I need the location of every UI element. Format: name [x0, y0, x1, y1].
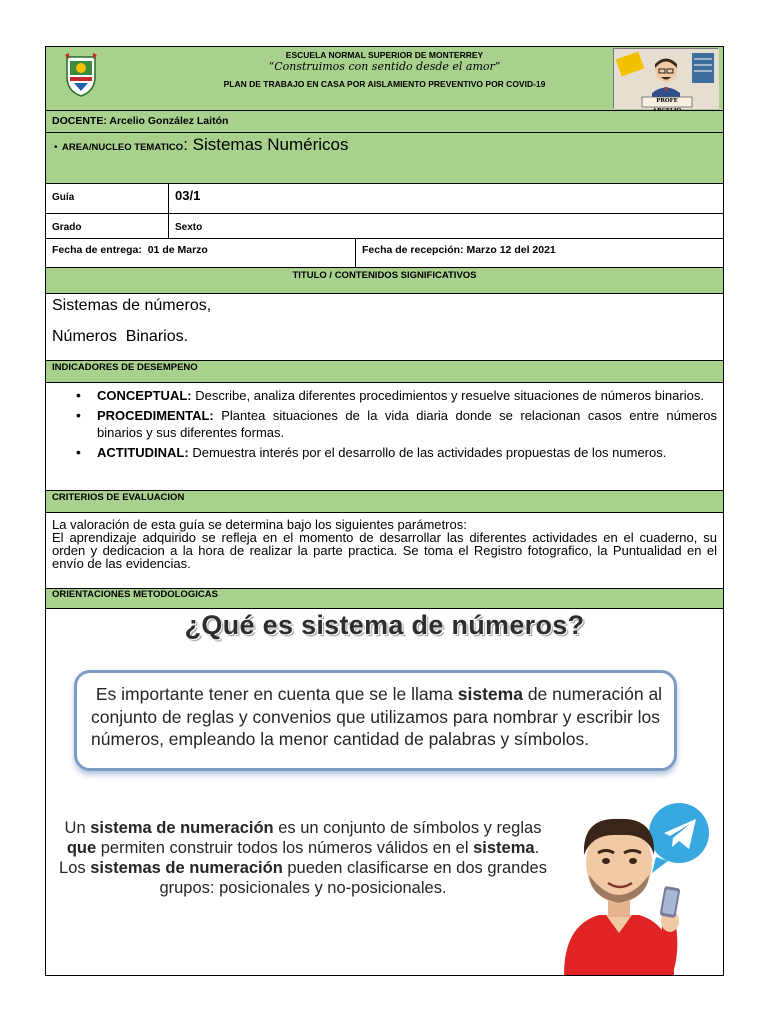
numeration-text-segment: que: [66, 839, 97, 857]
criteria-content-row: [46, 513, 723, 589]
document-header: [46, 47, 723, 111]
guide-value-cell: [168, 184, 723, 213]
school-name: ESCUELA NORMAL SUPERIOR DE MONTERREY: [285, 50, 484, 60]
numeration-text-segment: permiten construir todos los números válidos en el: [96, 839, 474, 857]
dates-row: [46, 239, 723, 268]
orientation-heading-row: [46, 589, 723, 609]
teacher-label: DOCENTE:: [52, 115, 107, 127]
indicators-content-row: [46, 383, 723, 491]
grade-label: Grado: [52, 222, 82, 233]
area-value: Sistemas Numéricos: [192, 135, 349, 154]
title-line-2: Números Binarios.: [52, 328, 189, 345]
school-motto: “Construimos con sentido desde el amor”: [268, 60, 501, 73]
grade-value-cell: [168, 214, 723, 238]
teacher-badge: PROFE: [656, 98, 678, 104]
criteria-line-1: La valoración de esta guía se determina bajo los siguientes parámetros:: [52, 517, 467, 532]
indicators-heading: INDICADORES DE DESEMPENO: [52, 362, 198, 373]
orientation-heading: ORIENTACIONES METODOLOGICAS: [52, 589, 218, 600]
criteria-line-2: El aprendizaje adquirido se refleja en el momento de desarrollar las diferentes actividades en el cuaderno, su orden y dedicacion a la hora de realizar la parte practica. Se toma el Registro fotografico, la Puntualidad en el envío de las evidencias.: [52, 530, 717, 571]
guide-row: [46, 184, 723, 214]
criteria-heading: CRITERIOS DE EVALUACION: [52, 492, 185, 503]
work-plan-document: [45, 46, 724, 976]
teacher-name: Arcelio González Laitón: [109, 115, 229, 127]
indicator-item: • CONCEPTUAL: Describe, analiza diferentes procedimientos y resuelve situaciones de números binarios.: [76, 387, 717, 404]
numeration-text-segment: es un conjunto de símbolos y reglas: [273, 819, 547, 837]
question-heading: ¿Qué es sistema de números?: [184, 610, 585, 640]
title-line-1: Sistemas de números,: [52, 297, 212, 314]
grade-value: Sexto: [175, 222, 203, 233]
area-label: AREA/NUCLEO TEMATICO: [61, 142, 184, 153]
title-heading-row: [46, 268, 723, 294]
delivery-date: Fecha de entrega: 01 de Marzo: [52, 244, 208, 256]
guide-value: 03/1: [175, 188, 201, 203]
indicators-heading-row: [46, 361, 723, 383]
criteria-heading-row: [46, 491, 723, 513]
teacher-avatar: [613, 48, 718, 108]
guide-label: Guía: [52, 192, 75, 203]
definition-callout: [74, 670, 677, 771]
area-row: • AREA/NUCLEO TEMATICO: Sistemas Numéricos: [46, 133, 723, 184]
bullet-icon: •: [54, 142, 58, 153]
indicator-item: • ACTITUDINAL: Demuestra interés por el desarrollo de las actividades propuestas de los numeros.: [76, 444, 717, 461]
indicators-list: [76, 387, 717, 464]
plan-title: PLAN DE TRABAJO EN CASA POR AISLAMIENTO PREVENTIVO POR COVID-19: [223, 79, 546, 89]
indicator-item: • PROCEDIMENTAL: Plantea situaciones de la vida diaria donde se relacionan casos entre números binarios y sus diferentes formas.: [76, 407, 717, 441]
numeration-text-segment: sistema de numeración: [90, 819, 274, 837]
numeration-text-segment: Un: [64, 819, 91, 837]
numeration-definition: [58, 818, 552, 898]
numeration-text-segment: . Los: [59, 839, 549, 877]
numeration-text-segment: sistema: [473, 839, 535, 857]
numeration-text-segment: sistemas de numeración: [90, 859, 283, 877]
numeration-text-segment: pueden clasificarse en dos grandes grupos: posicionales y no-posicionales.: [159, 859, 552, 897]
grade-row: [46, 214, 723, 239]
title-content-row: [46, 294, 723, 361]
teacher-row: [46, 111, 723, 133]
callout-text: Es importante tener en cuenta que se le llama sistema de numeración al conjunto de reglas y convenios que utilizamos para nombrar y escribir los números, empleando la menor cantidad de palabras y símbolos.: [91, 684, 663, 749]
title-heading: TITULO / CONTENIDOS SIGNIFICATIVOS: [292, 270, 477, 281]
person-avatar-icon: [544, 775, 724, 975]
reception-date: Fecha de recepción: Marzo 12 del 2021: [355, 239, 723, 267]
